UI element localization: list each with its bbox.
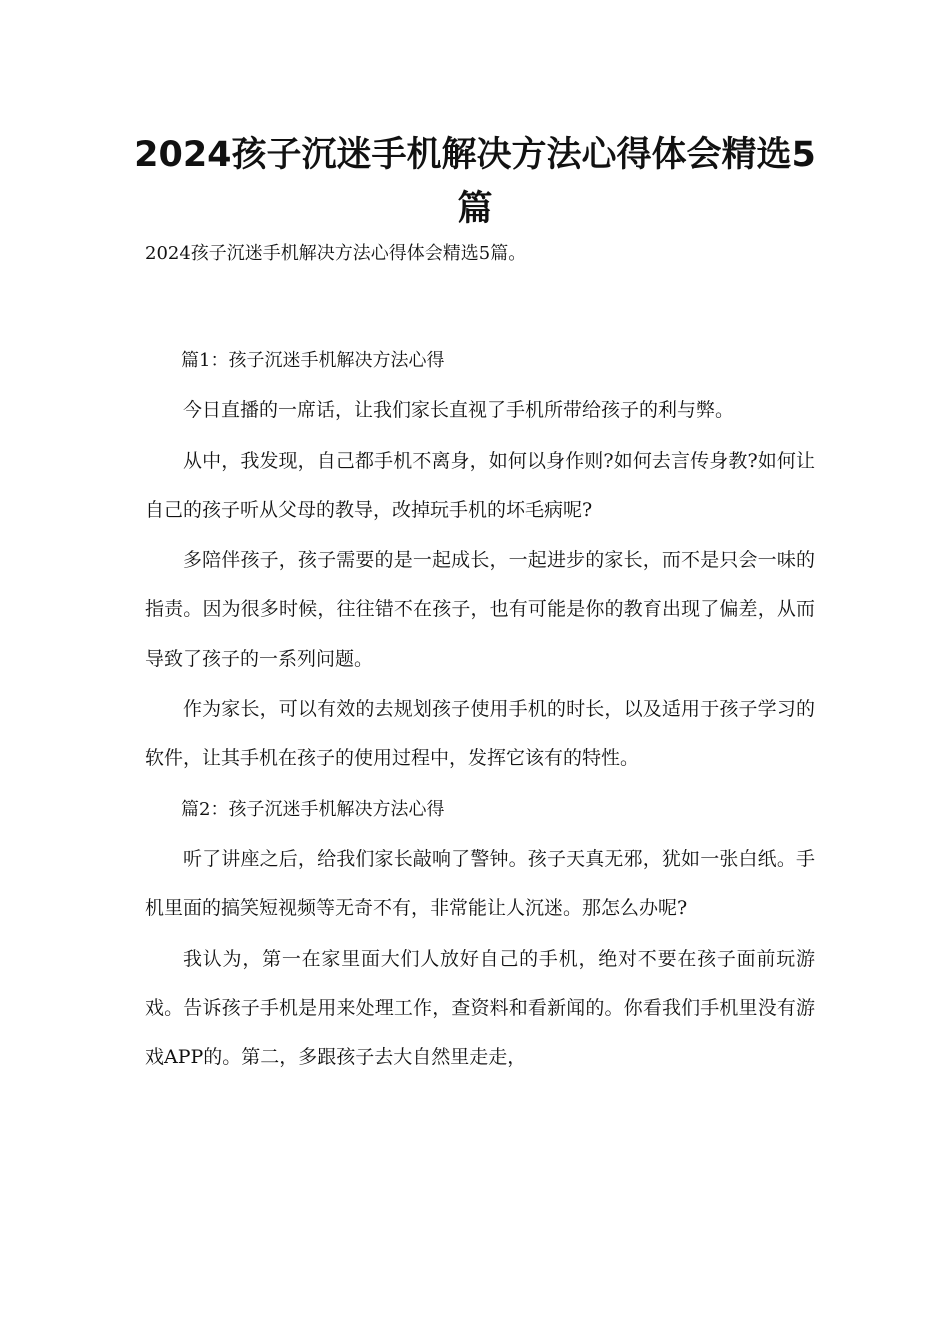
document-title: 2024孩子沉迷手机解决方法心得体会精选5篇 <box>134 135 816 229</box>
document-body <box>145 336 815 1083</box>
body-paragraph: 从中，我发现，自己都手机不离身，如何以身作则?如何去言传身教?如何让自己的孩子听从父母的教导，改掉玩手机的坏毛病呢? <box>145 449 815 521</box>
body-paragraph: 听了讲座之后，给我们家长敲响了警钟。孩子天真无邪，犹如一张白纸。手机里面的搞笑短视频等无奇不有，非常能让人沉迷。那怎么办呢? <box>145 847 815 920</box>
section-heading: 篇1：孩子沉迷手机解决方法心得 <box>181 350 445 371</box>
section-heading: 篇2：孩子沉迷手机解决方法心得 <box>181 798 445 820</box>
body-paragraph: 我认为，第一在家里面大们人放好自己的手机，绝对不要在孩子面前玩游戏。告诉孩子手机是用来处理工作，查资料和看新闻的。你看我们手机里没有游戏APP的。第二，多跟孩子去大自然里走走， <box>145 947 815 1069</box>
body-paragraph: 作为家长，可以有效的去规划孩子使用手机的时长，以及适用于孩子学习的软件，让其手机在孩子的使用过程中，发挥它该有的特性。 <box>145 698 815 770</box>
body-paragraph: 多陪伴孩子，孩子需要的是一起成长，一起进步的家长，而不是只会一味的指责。因为很多时候，往往错不在孩子，也有可能是你的教育出现了偏差，从而导致了孩子的一系列问题。 <box>145 549 815 670</box>
document-intro: 2024孩子沉迷手机解决方法心得体会精选5篇。 <box>145 243 527 264</box>
body-paragraph: 今日直播的一席话，让我们家长直视了手机所带给孩子的利与弊。 <box>183 399 735 422</box>
